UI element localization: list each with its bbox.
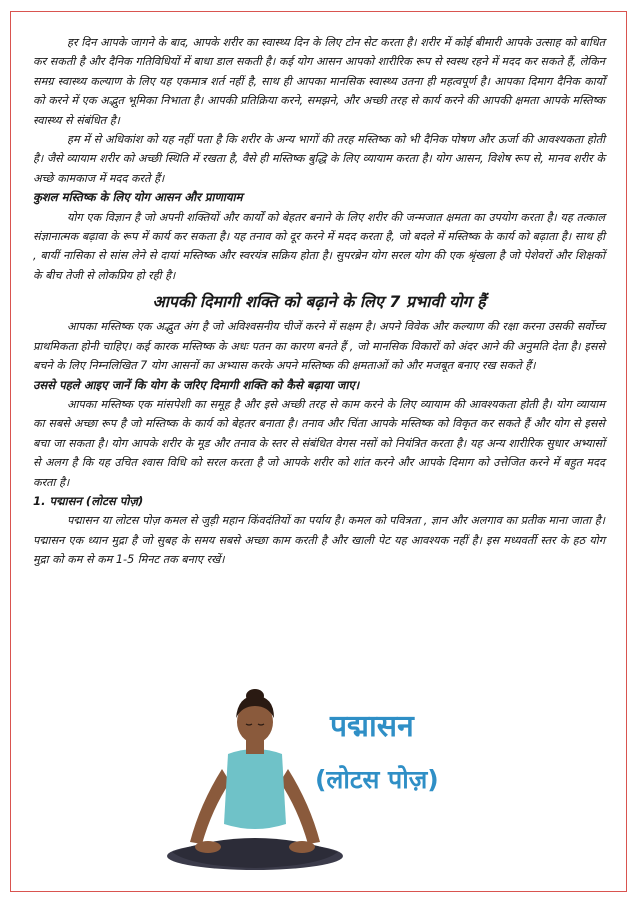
figure-caption-title: पद्मासन xyxy=(330,709,414,744)
padmasana-figure xyxy=(160,684,480,874)
nutrition-paragraph: हम में से अधिकांश को यह नहीं पता है कि शरीर के अन्य भागों की तरह मस्तिष्क को भी दैनिक पोषण और ऊर्जा की आवश्यकता होती है। जैसे व्यायाम शरीर को अच्छी स्थिति में रखता है, वैसे ही मस्तिष्क बुद्धि के लिए व्यायाम करता है। योग आसन, विशेष रूप से, मानव शरीर के अच्छे कामकाज में मदद करते हैं। xyxy=(33,133,605,185)
brain-muscle-paragraph: आपका मस्तिष्क एक मांसपेशी का समूह है और इसे अच्छी तरह से काम करने के लिए व्यायाम की आवश्यकता होती है। योग व्यायाम का सबसे अच्छा रूप है जो मस्तिष्क के कार्य को बेहतर बनाता है। तनाव और चिंता आपके मस्तिष्क को विकृत कर सकते हैं और योग से इससे बचा जा सकता है। योग आपके शरीर के मूड और तनाव के स्तर से संबंधित वेगस नसों को नियंत्रित करता है। यह अन्य शारीरिक सुधार अभ्यासों से अलग है कि यह उचित श्वास विधि को सरल करता है जो आपके शरीर को शांत करने और आपके दिमाग को उत्तेजित करने में बहुत मदद करता है। xyxy=(33,397,605,489)
yoga-science-paragraph: योग एक विज्ञान है जो अपनी शक्तियों और कार्यों को बेहतर बनाने के लिए शरीर की जन्मजात क्षमता का उपयोग करता है। यह तत्काल संज्ञानात्मक बढ़ावा के रूप में कार्य कर सकता है। यह तनाव को दूर करने में मदद करता है, जो बदले में मस्तिष्क के कार्य को बढ़ाता है। साथ ही , बायीं नासिका से सांस लेने से दायां मस्तिष्क और स्वरयंत्र सक्रिय होता है। सुपरब्रेन योग सरल योग की एक श्रृंखला है जो पेशेवरों और शिक्षकों के बीच तेजी से लोकप्रिय हो रही है। xyxy=(33,210,605,282)
intro-paragraph: हर दिन आपके जागने के बाद, आपके शरीर का स्वास्थ्य दिन के लिए टोन सेट करता है। शरीर में कोई बीमारी आपके उत्साह को बाधित कर सकती है और दैनिक गतिविधियों में बाधा डाल सकती है। कई योग आसन आपको शारीरिक रूप से स्वस्थ रहने में मदद कर सकते हैं, लेकिन समग्र स्वास्थ्य कल्याण के लिए यह एकमात्र शर्त नहीं है, साथ ही आपका मानसिक स्वास्थ्य उतना ही महत्वपूर्ण है। आपका दिमाग दैनिक कार्यों को करने में एक अद्भुत भूमिका निभाता है। आपकी प्रतिक्रिया करने, समझने, और अच्छी तरह से कार्य करने की आपकी क्षमता आपके मस्तिष्क स्वास्थ्य से संबंधित है। xyxy=(33,36,605,127)
document-body xyxy=(33,33,605,570)
brain-organ-paragraph: आपका मस्तिष्क एक अद्भुत अंग है जो अविश्वसनीय चीजें करने में सक्षम है। अपने विवेक और कल्याण की रक्षा करना उसकी सर्वोच्च प्राथमिकता होनी चाहिए। कई कारक मस्तिष्क के अधः पतन का कारण बनते हैं , जो मानसिक विकारों को अंदर आने की अनुमति देता है। इससे बचने के लिए निम्नलिखित 7 योग आसनों का अभ्यास करके अपने मस्तिष्क की क्षमताओं को और मजबूत बनाए रख सकते हैं। xyxy=(33,320,605,373)
figure-caption-subtitle: (लोटस पोज़) xyxy=(315,765,439,794)
padmasana-paragraph: पद्मासन या लोटस पोज़ कमल से जुड़ी महान किंवदंतियों का पर्याय है। कमल को पवित्रता , ज्ञान और अलगाव का प्रतीक माना जाता है। पद्मासन एक ध्यान मुद्रा है जो सुबह के समय सबसे अच्छा काम करती है और खाली पेट यह आवश्यक नहीं है। इस मध्यवर्ती स्तर के हठ योग मुद्रा को कम से कम 1-5 मिनट तक बनाए रखें। xyxy=(33,514,605,567)
section-heading-how-to: उससे पहले आइए जानें कि योग के जरिए दिमागी शक्ति को कैसे बढ़ाया जाए। xyxy=(33,377,360,392)
section-heading-efficient-brain: कुशल मस्तिष्क के लिए योग आसन और प्राणायाम xyxy=(33,190,243,205)
main-heading: आपकी दिमागी शक्ति को बढ़ाने के लिए 7 प्रभावी योग हैं xyxy=(152,292,486,312)
section-heading-padmasana: 1. पद्मासन (लोटस पोज़) xyxy=(33,493,144,508)
